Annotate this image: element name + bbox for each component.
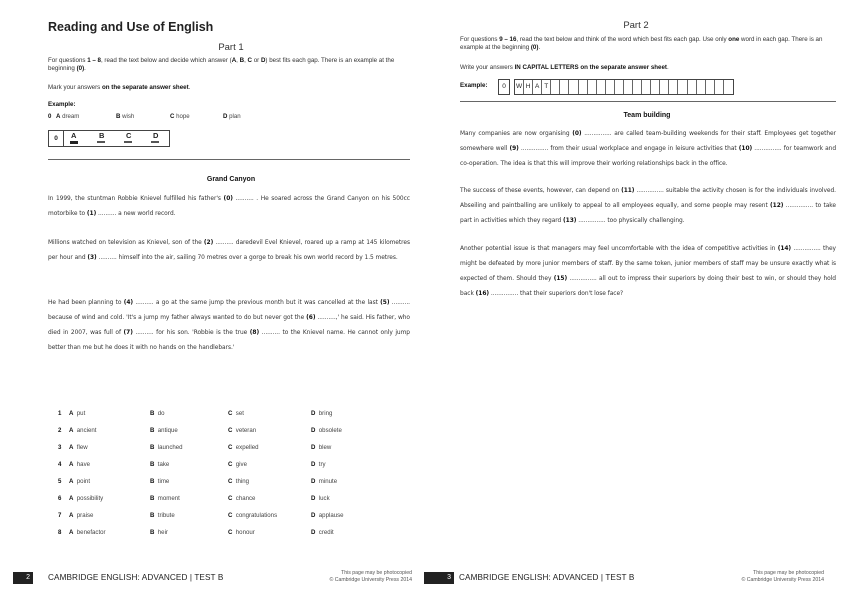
option-cell: 5 [58, 478, 62, 485]
option-cell: A flew [69, 444, 88, 451]
option-cell: B tribute [150, 512, 175, 519]
option-cell: C chance [228, 495, 256, 502]
letter-cell [560, 80, 569, 94]
text-title: Team building [623, 112, 671, 119]
paragraph: In 1999, the stuntman Robbie Knievel fulfilled his father's (0) .......... . He soared across the Grand Canyon on his 500cc motorbike to (1) .......... a new world record. [48, 196, 410, 217]
paragraph: Millions watched on television as Knievel, son of the (2) .......... daredevil Evel Knievel, roared up a ramp at 145 kilometres per hour and (3) .......... himself into the air, sailing 70 metres over a gorge to break his own world record by 1.5 metres. [48, 240, 410, 261]
page-number: 2 [13, 572, 33, 584]
letter-cell [551, 80, 560, 94]
option-cell: A benefactor [69, 529, 106, 536]
option-cell: B heir [150, 529, 168, 536]
option-cell: A point [69, 478, 91, 485]
option-cell: B launched [150, 444, 183, 451]
letter-cell [669, 80, 678, 94]
example-options: 0 A dream B wish C hope D plan [48, 113, 241, 120]
text-title: Grand Canyon [206, 176, 256, 183]
letter-cell [570, 80, 579, 94]
lozenge-filled [70, 141, 78, 144]
page-number: 3 [424, 572, 454, 584]
option-cell: C set [228, 410, 244, 417]
example-number: 0 [48, 113, 52, 120]
footer-title: CAMBRIDGE ENGLISH: ADVANCED | TEST B [459, 573, 635, 582]
letter-cell [697, 80, 706, 94]
option-cell: 1 [58, 410, 62, 417]
paragraph: Another potential issue is that managers may feel uncomfortable with the idea of competitive activities in (14) ............... they might be defeated by more junior members of staff. By the same token, junior members of staff may be unsure exactly what is expected of them. Should they (15) ............... all out to impress their superiors by doing their best to win, or should they hold back (16) ............... that their superiors don't lose face? [460, 246, 836, 297]
option-cell: D luck [311, 495, 330, 502]
letter-cell [615, 80, 624, 94]
option-cell: B moment [150, 495, 180, 502]
letter-cell [588, 80, 597, 94]
option-cell: D bring [311, 410, 333, 417]
page-title: Reading and Use of English [48, 20, 214, 34]
paragraph: The success of these events, however, can depend on (11) ............... suitable the activity chosen is for the individuals involved. Abseiling and paintballing are unlikely to appeal to all employees equally, and some people may resent (12) ............... to take part in activities which they regard (13) ............... too physically challenging. [460, 188, 836, 224]
paragraph: Many companies are now organising (0) ............... are called team-building weekends for their staff. Employees get together somewhere well (9) ............... from their usual workplace and engage in leisure activities that (10) ............... for teamwork and co-operation. The idea is that this will improve their working relationships back in the office. [460, 131, 837, 167]
option-cell: C thing [228, 478, 250, 485]
option-cell: 4 [58, 461, 62, 468]
option-cell: D blew [311, 444, 332, 451]
answer-sheet-note: Mark your answers on the separate answer sheet. [48, 84, 191, 91]
letter-cell [633, 80, 642, 94]
option-cell: C expelled [228, 444, 259, 451]
option-cell: C give [228, 461, 247, 468]
option-cell: C honour [228, 529, 255, 536]
lozenge [151, 141, 159, 143]
letter-cell [706, 80, 715, 94]
letter-cell [715, 80, 724, 94]
option-cell: A praise [69, 512, 94, 519]
answer-sheet-note: Write your answers IN CAPITAL LETTERS on the separate answer sheet. [460, 64, 669, 71]
letter-cell [724, 80, 733, 94]
option-cell: B antique [150, 427, 178, 434]
letter-cell: H [524, 80, 533, 94]
part-heading: Part 1 [218, 42, 244, 53]
example-number-box: 0 [498, 79, 510, 95]
letter-cell: T [542, 80, 551, 94]
letter-cell [660, 80, 669, 94]
example-letter-grid [514, 79, 734, 95]
example-answer-box: 0 A B C D [48, 130, 170, 147]
option-cell: D minute [311, 478, 338, 485]
option-cell: B do [150, 410, 165, 417]
divider [460, 101, 836, 102]
option-cell: 8 [58, 529, 62, 536]
lozenge [97, 141, 105, 143]
example-label: Example: [48, 101, 76, 108]
footer-title: CAMBRIDGE ENGLISH: ADVANCED | TEST B [48, 573, 224, 582]
letter-cell: A [533, 80, 542, 94]
footer-note: This page may be photocopied © Cambridge University Press 2014 [329, 570, 412, 583]
option-cell: 6 [58, 495, 62, 502]
right-page [424, 0, 848, 599]
option-cell: A put [69, 410, 86, 417]
letter-cell [651, 80, 660, 94]
option-cell: A possibility [69, 495, 104, 502]
part-heading: Part 2 [623, 20, 649, 31]
option-cell: D credit [311, 529, 334, 536]
option-cell: D obsolete [311, 427, 342, 434]
option-cell: B take [150, 461, 170, 468]
letter-cell [624, 80, 633, 94]
lozenge [124, 141, 132, 143]
letter-cell [688, 80, 697, 94]
option-cell: A ancient [69, 427, 97, 434]
letter-cell [606, 80, 615, 94]
option-cell: B time [150, 478, 170, 485]
option-cell: A have [69, 461, 91, 468]
letter-cell [597, 80, 606, 94]
letter-cell: W [515, 80, 524, 94]
option-cell: D try [311, 461, 326, 468]
letter-cell [642, 80, 651, 94]
option-cell: 3 [58, 444, 62, 451]
option-cell: 7 [58, 512, 62, 519]
letter-cell [679, 80, 688, 94]
instructions: For questions 9 – 16, read the text below and think of the word which best fits each gap. Use only one word in each gap. There is an example at the beginning (0). [460, 36, 823, 52]
option-cell: D applause [311, 512, 344, 519]
footer-note: This page may be photocopied © Cambridge University Press 2014 [741, 570, 824, 583]
option-cell: C veteran [228, 427, 257, 434]
letter-cell [579, 80, 588, 94]
divider [48, 159, 410, 160]
option-cell: C congratulations [228, 512, 278, 519]
paragraph: He had been planning to (4) .......... a go at the same jump the previous month but it was cancelled at the last (5) .......... because of wind and cold. 'It's a jump my father always wanted to do but never got the (6) ..........,' he said. His father, who died in 2007, was full of (7) .......... for his son. 'Robbie is the true (8) .......... to the Knievel name. He cannot only jump better than me but he does it with no hands on the handlebars.' [48, 300, 410, 351]
instructions: For questions 1 – 8, read the text below and decide which answer (A, B, C or D) best fits each gap. There is an example at the beginning (0). [48, 57, 395, 73]
example-label: Example: [460, 82, 488, 89]
option-cell: 2 [58, 427, 62, 434]
